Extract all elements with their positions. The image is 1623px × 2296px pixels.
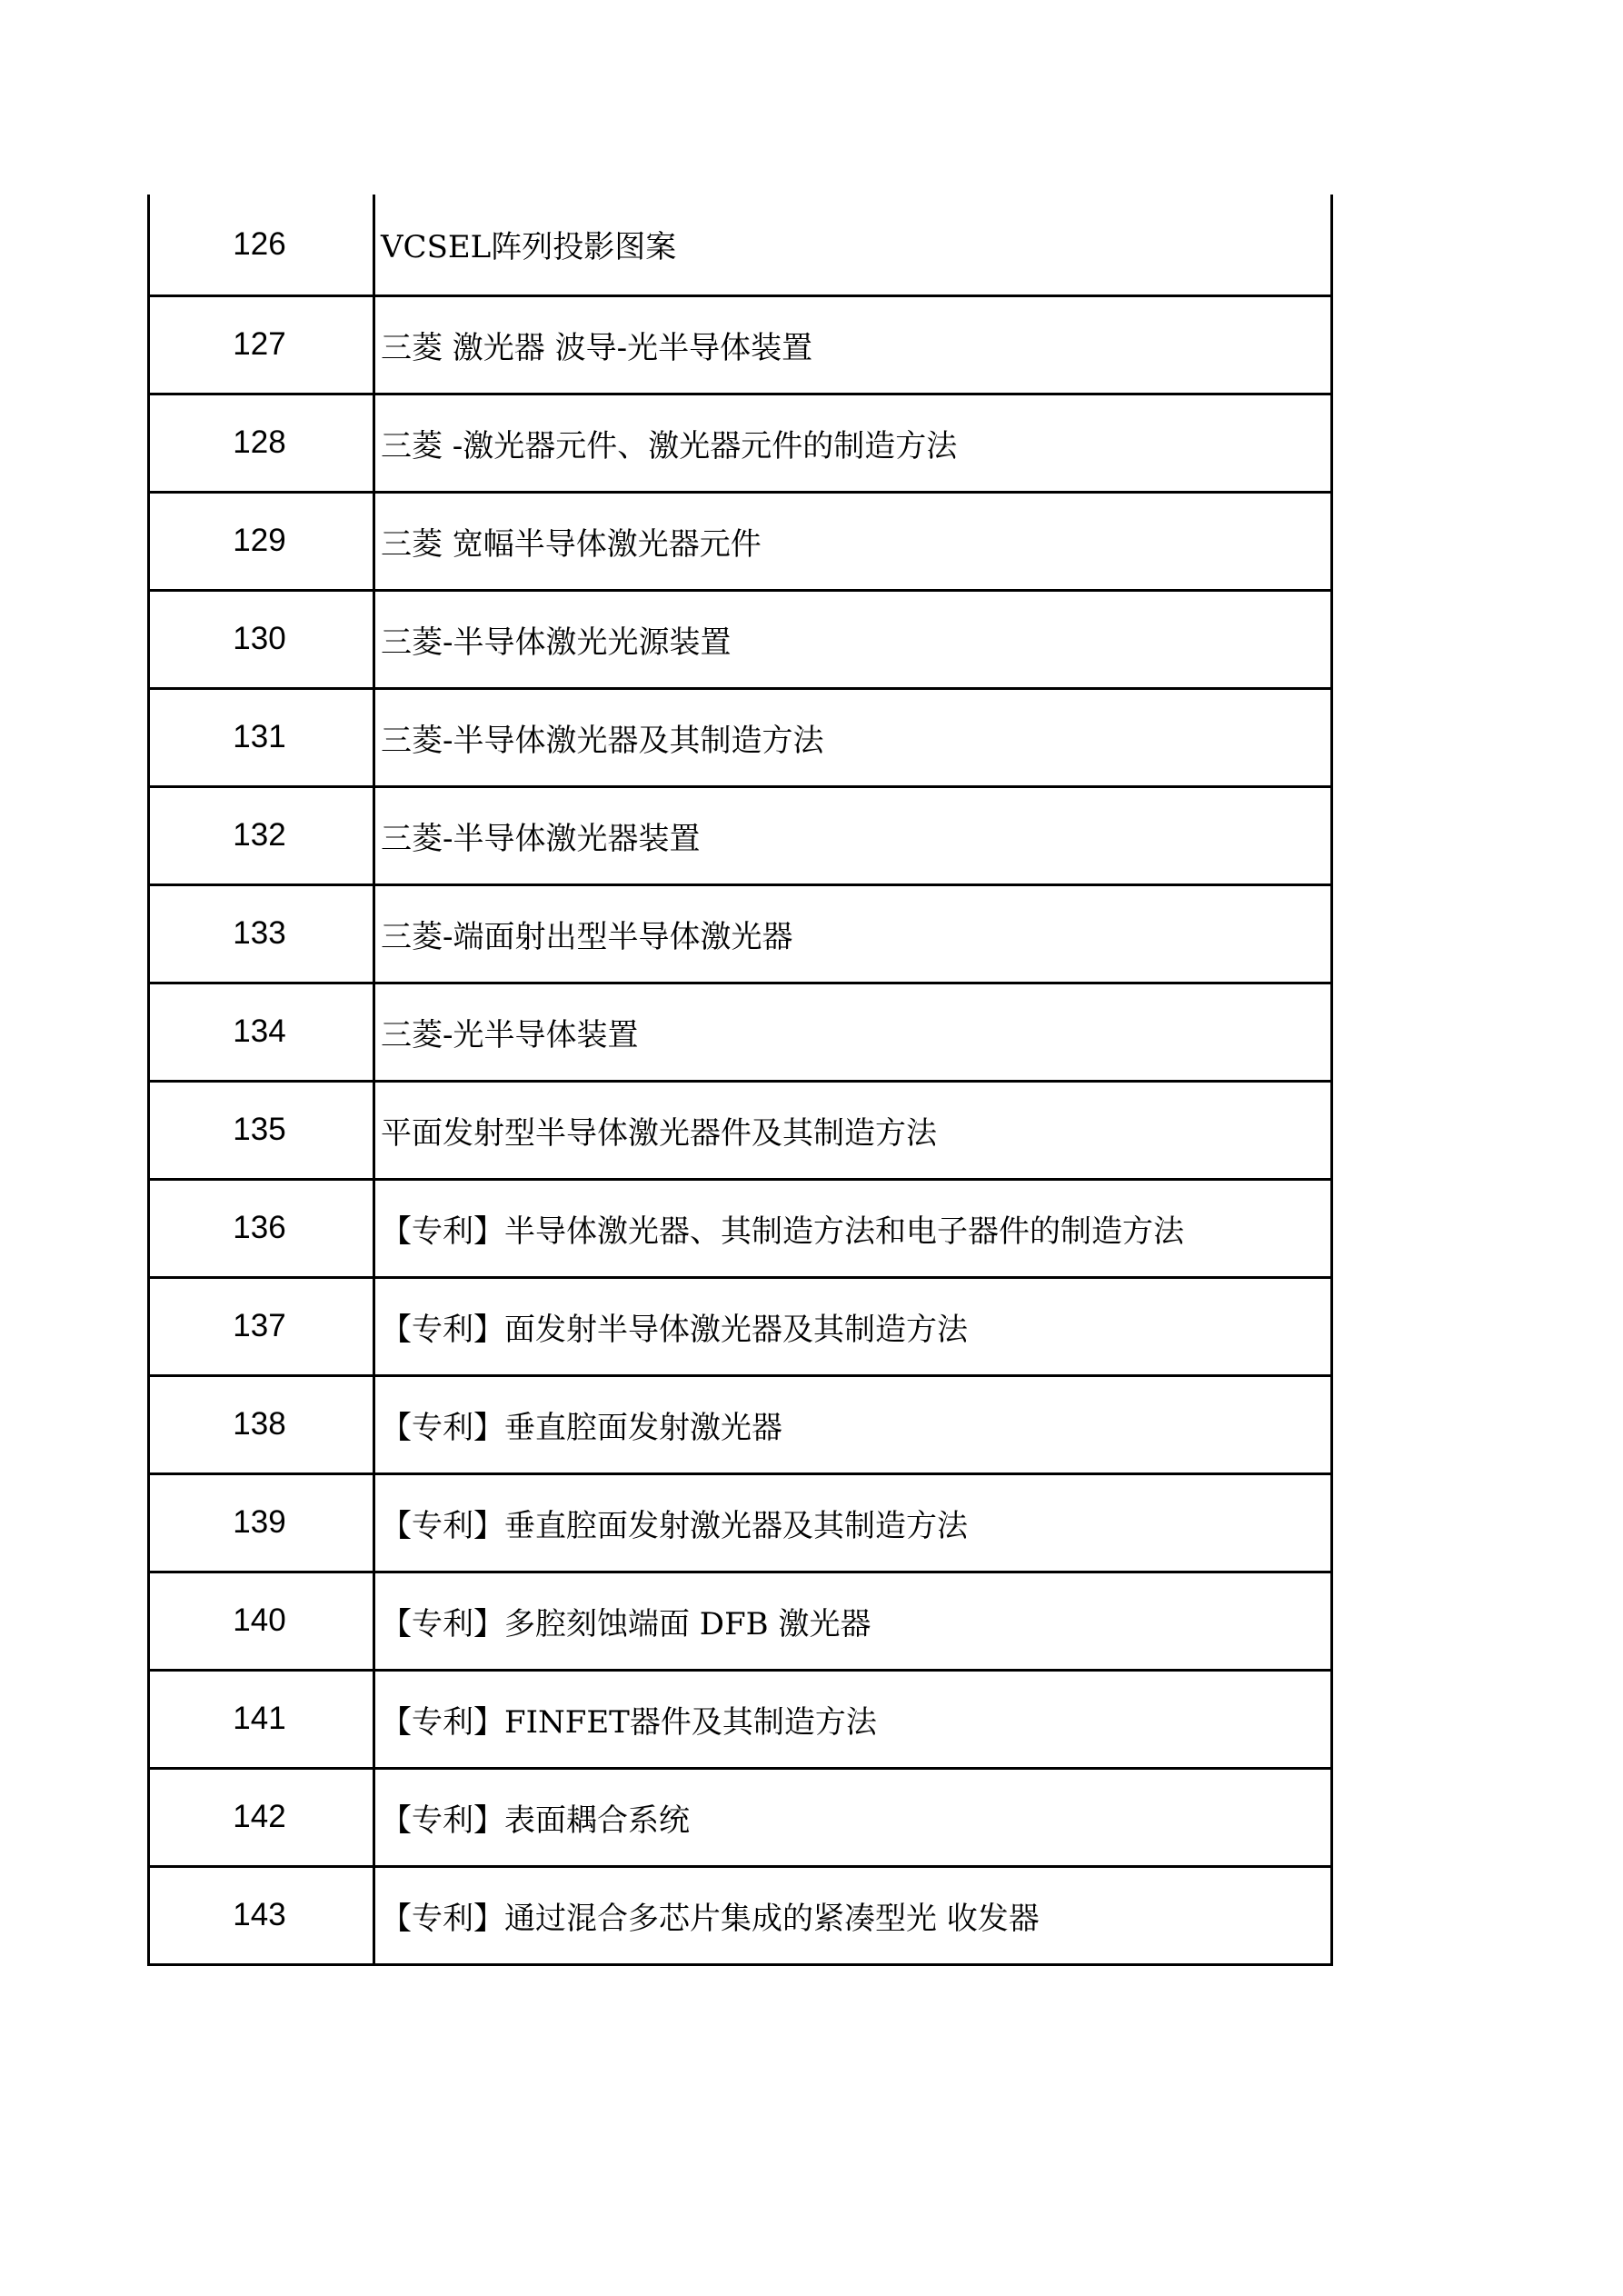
patent-list-table [147, 195, 1333, 1966]
row-title: 【专利】面发射半导体激光器及其制造方法 [374, 1277, 1332, 1375]
table-row [149, 295, 1332, 394]
row-title: 三菱 -激光器元件、激光器元件的制造方法 [374, 394, 1332, 492]
row-title: 【专利】垂直腔面发射激光器及其制造方法 [374, 1473, 1332, 1572]
row-number: 140 [149, 1572, 374, 1670]
table-row [149, 786, 1332, 884]
table-row [149, 590, 1332, 688]
row-number: 138 [149, 1375, 374, 1473]
row-title: 【专利】半导体激光器、其制造方法和电子器件的制造方法 [374, 1179, 1332, 1277]
row-title: 三菱-半导体激光器及其制造方法 [374, 688, 1332, 786]
table-row [149, 983, 1332, 1081]
table-row [149, 1375, 1332, 1473]
row-number: 139 [149, 1473, 374, 1572]
table-row [149, 394, 1332, 492]
table-row [149, 884, 1332, 983]
row-title: 【专利】通过混合多芯片集成的紧凑型光 收发器 [374, 1866, 1332, 1964]
row-number: 141 [149, 1670, 374, 1768]
row-number: 135 [149, 1081, 374, 1179]
row-title: 三菱-端面射出型半导体激光器 [374, 884, 1332, 983]
table-row [149, 1081, 1332, 1179]
row-number: 132 [149, 786, 374, 884]
row-number: 143 [149, 1866, 374, 1964]
row-title: 平面发射型半导体激光器件及其制造方法 [374, 1081, 1332, 1179]
table-row [149, 1768, 1332, 1866]
row-number: 131 [149, 688, 374, 786]
patent-list-table-container [147, 195, 1330, 1966]
row-number: 137 [149, 1277, 374, 1375]
table-row [149, 1572, 1332, 1670]
row-title: 三菱 宽幅半导体激光器元件 [374, 492, 1332, 590]
row-number: 133 [149, 884, 374, 983]
row-title: 三菱-半导体激光器装置 [374, 786, 1332, 884]
table-row [149, 1277, 1332, 1375]
row-title: 【专利】表面耦合系统 [374, 1768, 1332, 1866]
row-number: 142 [149, 1768, 374, 1866]
row-title: 【专利】FINFET器件及其制造方法 [374, 1670, 1332, 1768]
row-title: 三菱-半导体激光光源装置 [374, 590, 1332, 688]
table-row [149, 1866, 1332, 1964]
row-number: 130 [149, 590, 374, 688]
row-number: 134 [149, 983, 374, 1081]
row-number: 129 [149, 492, 374, 590]
table-row [149, 1670, 1332, 1768]
row-number: 126 [149, 195, 374, 295]
row-title: 三菱-光半导体装置 [374, 983, 1332, 1081]
row-title: 三菱 激光器 波导-光半导体装置 [374, 295, 1332, 394]
table-row [149, 195, 1332, 295]
patent-list-body [149, 195, 1332, 1964]
row-number: 136 [149, 1179, 374, 1277]
table-row [149, 1473, 1332, 1572]
table-row [149, 688, 1332, 786]
row-title: 【专利】垂直腔面发射激光器 [374, 1375, 1332, 1473]
row-title: VCSEL阵列投影图案 [374, 195, 1332, 295]
row-number: 127 [149, 295, 374, 394]
row-title: 【专利】多腔刻蚀端面 DFB 激光器 [374, 1572, 1332, 1670]
row-number: 128 [149, 394, 374, 492]
table-row [149, 1179, 1332, 1277]
table-row [149, 492, 1332, 590]
